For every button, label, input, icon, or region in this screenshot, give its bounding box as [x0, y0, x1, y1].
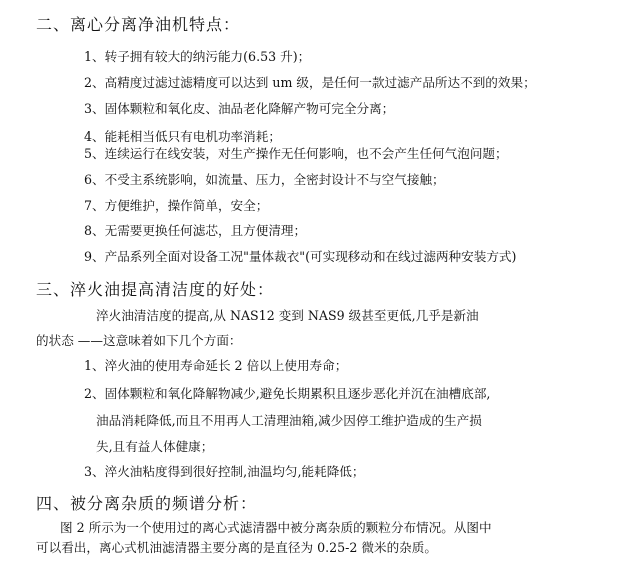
section-4-heading: 四、被分离杂质的频谱分析： — [36, 494, 258, 513]
section-2-heading: 二、离心分离净油机特点： — [36, 15, 241, 34]
list-item-continuation: 失,且有益人体健康； — [96, 439, 214, 454]
list-item: 4、能耗相当低只有电机功率消耗； — [84, 129, 281, 144]
list-item: 3、固体颗粒和氧化皮、油品老化降解产物可完全分离； — [84, 101, 395, 116]
list-item: 3、淬火油粘度得到很好控制,油温均匀,能耗降低； — [84, 464, 365, 479]
paragraph-line: 淬火油清洁度的提高,从 NAS12 变到 NAS9 级甚至更低,几乎是新油 — [96, 308, 479, 323]
list-item: 2、固体颗粒和氧化降解物减少,避免长期累积且逐步恶化并沉在油槽底部, — [84, 386, 491, 401]
list-item: 7、方便维护，操作简单，安全； — [84, 198, 269, 213]
paragraph-line: 的状态 ——这意味着如下几个方面： — [36, 333, 242, 348]
list-item: 9、产品系列全面对设备工况"量体裁衣"(可实现移动和在线过滤两种安装方式) — [84, 249, 517, 264]
list-item: 8、无需要更换任何滤芯，且方便清理； — [84, 223, 307, 238]
list-item: 1、转子拥有较大的纳污能力(6.53 升)； — [84, 49, 311, 64]
paragraph-line: 可以看出，离心式机油滤清器主要分离的是直径为 0.25-2 微米的杂质。 — [36, 540, 437, 555]
list-item-continuation: 油品消耗降低,而且不用再人工清理油箱,减少因停工维护造成的生产损 — [96, 413, 482, 428]
list-item: 5、连续运行在线安装，对生产操作无任何影响，也不会产生任何气泡问题； — [84, 146, 508, 161]
section-3-heading: 三、淬火油提高清洁度的好处： — [36, 280, 275, 299]
list-item: 6、不受主系统影响，如流量、压力，全密封设计不与空气接触； — [84, 172, 445, 187]
list-item: 1、淬火油的使用寿命延长 2 倍以上使用寿命； — [84, 358, 348, 373]
list-item: 2、高精度过滤过滤精度可以达到 um 级，是任何一款过滤产品所达不到的效果； — [84, 75, 536, 90]
paragraph-line: 图 2 所示为一个使用过的离心式滤清器中被分离杂质的颗粒分布情况。从图中 — [60, 520, 492, 535]
